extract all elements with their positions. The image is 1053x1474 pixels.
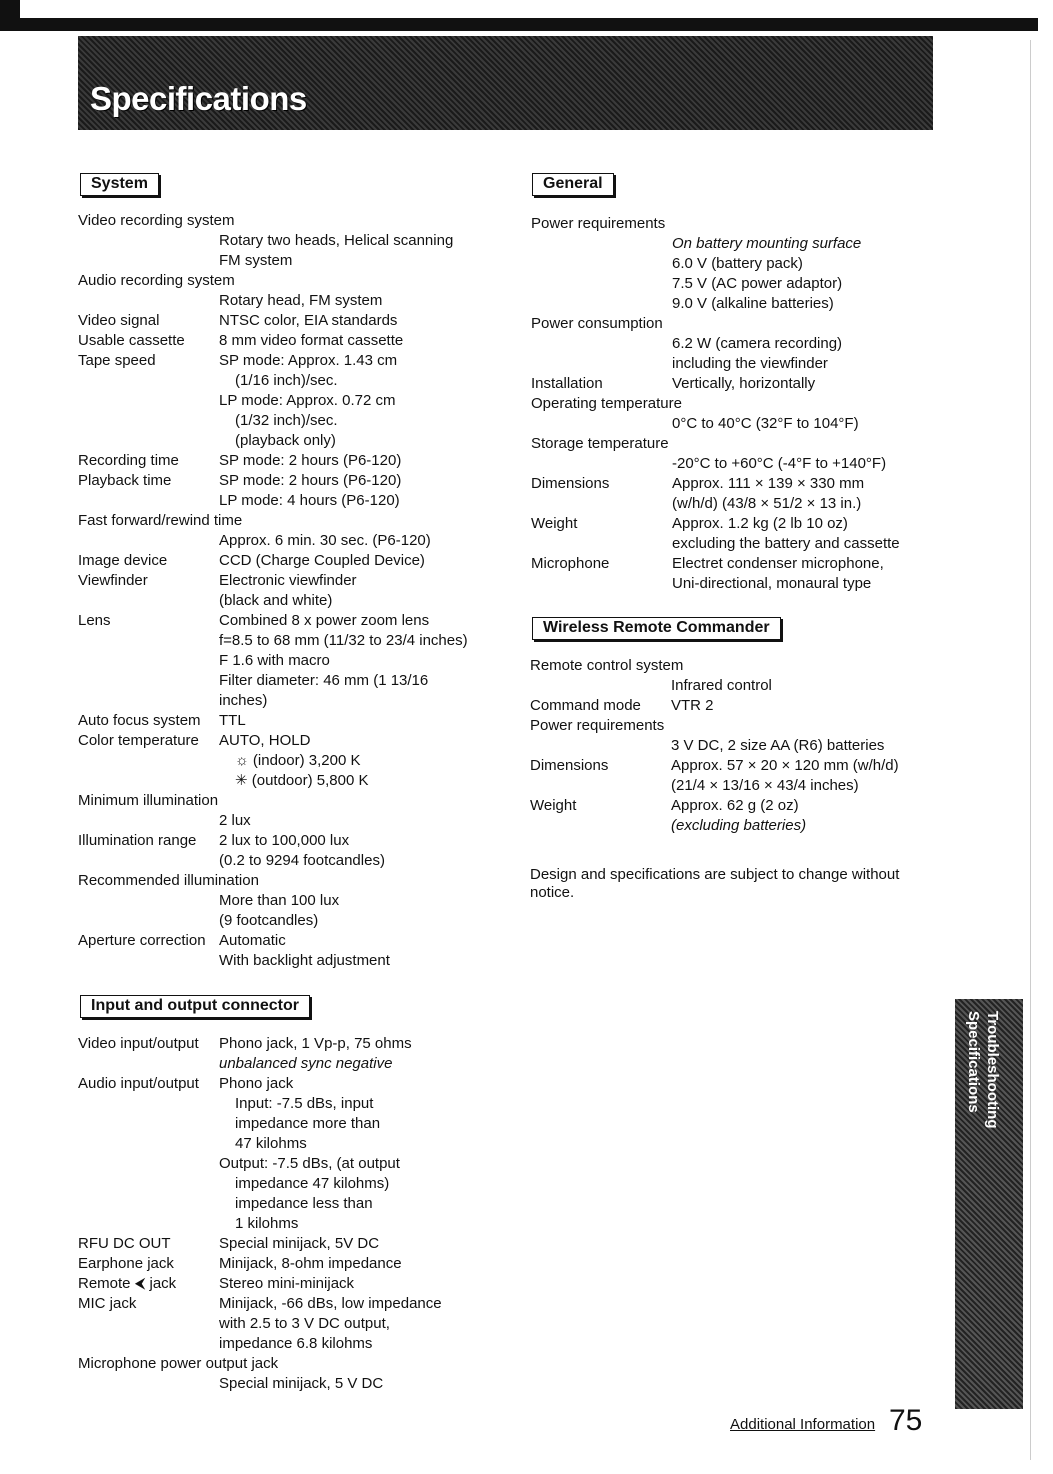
spec-value: Special minijack, 5 V DC	[219, 1375, 384, 1392]
spec-row	[78, 1294, 498, 1314]
system-specs	[78, 211, 498, 971]
spec-label: Audio recording system	[78, 272, 235, 289]
spec-value: (black and white)	[219, 592, 333, 609]
spec-value: Filter diameter: 46 mm (1 13/16	[219, 672, 429, 689]
spec-row	[78, 1094, 498, 1114]
heading-remote: Wireless Remote Commander	[532, 617, 781, 640]
spec-value: Combined 8 x power zoom lens	[219, 612, 430, 629]
spec-label: Power consumption	[531, 315, 663, 332]
spec-value: Stereo mini-minijack	[219, 1275, 355, 1292]
spec-value: impedance more than	[235, 1115, 381, 1132]
spec-value: 7.5 V (AC power adaptor)	[672, 275, 843, 292]
margin-line	[1030, 40, 1031, 1460]
spec-row	[78, 1194, 498, 1214]
spec-row	[78, 1234, 498, 1254]
spec-row	[78, 1354, 498, 1374]
side-tab-specifications: Specifications	[965, 1011, 982, 1113]
spec-row	[531, 374, 951, 394]
heading-system: System	[80, 173, 159, 196]
spec-row	[78, 311, 498, 331]
spec-row	[78, 371, 498, 391]
spec-value: impedance 6.8 kilohms	[219, 1335, 373, 1352]
spec-label: Dimensions	[531, 475, 610, 492]
spec-value: More than 100 lux	[219, 892, 340, 909]
spec-label: Microphone	[531, 555, 610, 572]
spec-row	[78, 871, 498, 891]
spec-row	[78, 1134, 498, 1154]
footer-section: Additional Information	[730, 1416, 876, 1433]
spec-label: Microphone power output jack	[78, 1355, 279, 1372]
spec-row	[78, 831, 498, 851]
spec-label: Illumination range	[78, 832, 197, 849]
spec-value: impedance 47 kilohms)	[235, 1175, 390, 1192]
spec-value: 47 kilohms	[235, 1135, 307, 1152]
spec-value: impedance less than	[235, 1195, 373, 1212]
spec-row	[78, 851, 498, 871]
spec-label: Color temperature	[78, 732, 199, 749]
spec-value: Approx. 57 × 20 × 120 mm (w/h/d)	[671, 757, 899, 774]
spec-row	[78, 471, 498, 491]
spec-row	[531, 234, 951, 254]
spec-row	[531, 354, 951, 374]
spec-row	[531, 334, 951, 354]
spec-row	[531, 394, 951, 414]
spec-value: AUTO, HOLD	[219, 732, 311, 749]
spec-row	[78, 1054, 498, 1074]
spec-label: Earphone jack	[78, 1255, 174, 1272]
spec-row	[78, 711, 498, 731]
spec-label: Installation	[531, 375, 603, 392]
spec-row	[531, 554, 951, 574]
spec-value: (excluding batteries)	[671, 817, 807, 834]
spec-value: Approx. 1.2 kg (2 lb 10 oz)	[672, 515, 848, 532]
general-specs	[531, 214, 951, 594]
spec-row	[78, 511, 498, 531]
spec-row	[78, 571, 498, 591]
spec-row	[530, 816, 950, 836]
spec-value: -20°C to +60°C (-4°F to +140°F)	[672, 455, 887, 472]
spec-row	[78, 1174, 498, 1194]
spec-value: 8 mm video format cassette	[219, 332, 404, 349]
spec-label: Playback time	[78, 472, 172, 489]
spec-value: VTR 2	[671, 697, 714, 714]
spec-value: Approx. 111 × 139 × 330 mm	[672, 475, 865, 492]
spec-row	[78, 1254, 498, 1274]
spec-label: Video recording system	[78, 212, 235, 229]
spec-value: Electronic viewfinder	[219, 572, 357, 589]
spec-value: SP mode: Approx. 1.43 cm	[219, 352, 398, 369]
spec-label: MIC jack	[78, 1295, 137, 1312]
spec-row	[78, 811, 498, 831]
spec-value: TTL	[219, 712, 246, 729]
spec-value: NTSC color, EIA standards	[219, 312, 398, 329]
spec-row	[78, 331, 498, 351]
corner-mark	[0, 0, 20, 20]
spec-value: Phono jack	[219, 1075, 294, 1092]
spec-row	[78, 351, 498, 371]
spec-value: 2 lux to 100,000 lux	[219, 832, 350, 849]
spec-row	[78, 751, 498, 771]
spec-value: (0.2 to 9294 footcandles)	[219, 852, 385, 869]
spec-row	[78, 911, 498, 931]
spec-value: Infrared control	[671, 677, 772, 694]
spec-row	[531, 254, 951, 274]
spec-row	[78, 631, 498, 651]
spec-label: Recording time	[78, 452, 179, 469]
spec-row	[78, 451, 498, 471]
spec-row	[530, 656, 950, 676]
spec-label: Dimensions	[530, 757, 609, 774]
spec-value: 9.0 V (alkaline batteries)	[672, 295, 834, 312]
spec-row	[78, 591, 498, 611]
spec-row	[78, 211, 498, 231]
spec-value: LP mode: Approx. 0.72 cm	[219, 392, 396, 409]
spec-row	[78, 231, 498, 251]
spec-row	[78, 251, 498, 271]
spec-value: With backlight adjustment	[219, 952, 390, 969]
spec-row	[78, 1314, 498, 1334]
spec-row	[78, 611, 498, 631]
spec-label: Tape speed	[78, 352, 156, 369]
spec-value: Rotary two heads, Helical scanning	[219, 232, 454, 249]
spec-value: (w/h/d) (43/8 × 51/2 × 13 in.)	[672, 495, 862, 512]
spec-value: Output: -7.5 dBs, (at output	[219, 1155, 400, 1172]
spec-value: f=8.5 to 68 mm (11/32 to 23/4 inches)	[219, 632, 468, 649]
spec-row	[531, 414, 951, 434]
spec-row	[78, 891, 498, 911]
spec-row	[531, 534, 951, 554]
spec-label: Remote ⮜ jack	[78, 1275, 177, 1292]
remote-specs	[530, 656, 950, 836]
spec-value: Minijack, 8-ohm impedance	[219, 1255, 402, 1272]
spec-value: Input: -7.5 dBs, input	[235, 1095, 374, 1112]
spec-label: Usable cassette	[78, 332, 185, 349]
spec-value: 3 V DC, 2 size AA (R6) batteries	[671, 737, 885, 754]
spec-row	[78, 691, 498, 711]
spec-row	[78, 731, 498, 751]
spec-label: Image device	[78, 552, 168, 569]
spec-label: Weight	[531, 515, 578, 532]
spec-value: Rotary head, FM system	[219, 292, 383, 309]
spec-value: Minijack, -66 dBs, low impedance	[219, 1295, 442, 1312]
spec-row	[78, 531, 498, 551]
spec-row	[530, 756, 950, 776]
spec-value: CCD (Charge Coupled Device)	[219, 552, 425, 569]
spec-label: Fast forward/rewind time	[78, 512, 243, 529]
spec-label: Video input/output	[78, 1035, 199, 1052]
spec-row	[531, 294, 951, 314]
spec-row	[78, 1214, 498, 1234]
page-title: Specifications	[90, 80, 307, 117]
spec-label: Remote control system	[530, 657, 684, 674]
spec-label: Command mode	[530, 697, 641, 714]
spec-value: Special minijack, 5V DC	[219, 1235, 380, 1252]
spec-row	[530, 716, 950, 736]
spec-label: Operating temperature	[531, 395, 682, 412]
spec-value: (21/4 × 13/16 × 43/4 inches)	[671, 777, 859, 794]
spec-row	[531, 474, 951, 494]
spec-value: 0°C to 40°C (32°F to 104°F)	[672, 415, 859, 432]
spec-value: 6.2 W (camera recording)	[672, 335, 843, 352]
spec-row	[530, 796, 950, 816]
spec-label: Video signal	[78, 312, 160, 329]
spec-label: Minimum illumination	[78, 792, 219, 809]
spec-row	[78, 771, 498, 791]
title-banner	[78, 36, 933, 130]
spec-label: Viewfinder	[78, 572, 148, 589]
spec-value: (1/16 inch)/sec.	[235, 372, 338, 389]
top-rule	[0, 18, 1038, 31]
spec-label: Weight	[530, 797, 577, 814]
spec-row	[531, 514, 951, 534]
spec-label: Storage temperature	[531, 435, 669, 452]
spec-value: SP mode: 2 hours (P6-120)	[219, 472, 402, 489]
spec-value: including the viewfinder	[672, 355, 828, 372]
heading-io: Input and output connector	[80, 995, 310, 1018]
spec-row	[531, 314, 951, 334]
spec-value: Vertically, horizontally	[672, 375, 816, 392]
spec-row	[78, 551, 498, 571]
spec-row	[78, 1074, 498, 1094]
spec-value: Uni-directional, monaural type	[672, 575, 872, 592]
spec-value: excluding the battery and cassette	[672, 535, 900, 552]
io-specs	[78, 1034, 498, 1394]
spec-value: Phono jack, 1 Vp-p, 75 ohms	[219, 1035, 412, 1052]
spec-row	[530, 736, 950, 756]
spec-value: Automatic	[219, 932, 286, 949]
spec-row	[531, 454, 951, 474]
spec-row	[530, 676, 950, 696]
spec-label: Power requirements	[531, 215, 666, 232]
spec-row	[78, 1034, 498, 1054]
spec-row	[78, 431, 498, 451]
spec-row	[78, 411, 498, 431]
spec-value: ☼ (indoor) 3,200 K	[235, 752, 361, 769]
spec-value: Approx. 62 g (2 oz)	[671, 797, 799, 814]
spec-row	[531, 214, 951, 234]
spec-value: LP mode: 4 hours (P6-120)	[219, 492, 400, 509]
spec-value: On battery mounting surface	[672, 235, 862, 252]
spec-value: with 2.5 to 3 V DC output,	[219, 1315, 390, 1332]
spec-row	[530, 696, 950, 716]
spec-value: FM system	[219, 252, 293, 269]
spec-value: 2 lux	[219, 812, 251, 829]
spec-label: Recommended illumination	[78, 872, 259, 889]
spec-row	[78, 951, 498, 971]
spec-row	[78, 791, 498, 811]
spec-value: unbalanced sync negative	[219, 1055, 393, 1072]
spec-row	[531, 574, 951, 594]
spec-value: (9 footcandles)	[219, 912, 319, 929]
spec-row	[78, 931, 498, 951]
change-notice: Design and specifications are subject to change without notice.	[530, 866, 900, 901]
spec-row	[78, 271, 498, 291]
spec-label: Lens	[78, 612, 111, 629]
spec-row	[78, 1334, 498, 1354]
spec-value: ✳ (outdoor) 5,800 K	[235, 772, 369, 789]
spec-row	[78, 491, 498, 511]
spec-row	[78, 1154, 498, 1174]
spec-row	[78, 651, 498, 671]
spec-label: Audio input/output	[78, 1075, 199, 1092]
spec-row	[531, 494, 951, 514]
spec-row	[78, 671, 498, 691]
side-tab-troubleshooting: Troubleshooting	[984, 1011, 1001, 1129]
spec-row	[531, 274, 951, 294]
spec-row	[78, 391, 498, 411]
spec-value: Approx. 6 min. 30 sec. (P6-120)	[219, 532, 431, 549]
page-number: 75	[889, 1404, 923, 1437]
heading-general: General	[532, 173, 614, 196]
side-index-tab	[955, 999, 1023, 1409]
spec-value: (1/32 inch)/sec.	[235, 412, 338, 429]
spec-label: Power requirements	[530, 717, 665, 734]
spec-row	[78, 1274, 498, 1294]
spec-value: inches)	[219, 692, 268, 709]
spec-label: Auto focus system	[78, 712, 201, 729]
spec-value: SP mode: 2 hours (P6-120)	[219, 452, 402, 469]
spec-row	[78, 1374, 498, 1394]
spec-value: 6.0 V (battery pack)	[672, 255, 803, 272]
spec-row	[78, 1114, 498, 1134]
spec-row	[531, 434, 951, 454]
spec-label: Aperture correction	[78, 932, 206, 949]
spec-value: 1 kilohms	[235, 1215, 299, 1232]
spec-row	[78, 291, 498, 311]
spec-label: RFU DC OUT	[78, 1235, 171, 1252]
spec-value: Electret condenser microphone,	[672, 555, 884, 572]
spec-value: F 1.6 with macro	[219, 652, 330, 669]
spec-row	[530, 776, 950, 796]
spec-value: (playback only)	[235, 432, 336, 449]
